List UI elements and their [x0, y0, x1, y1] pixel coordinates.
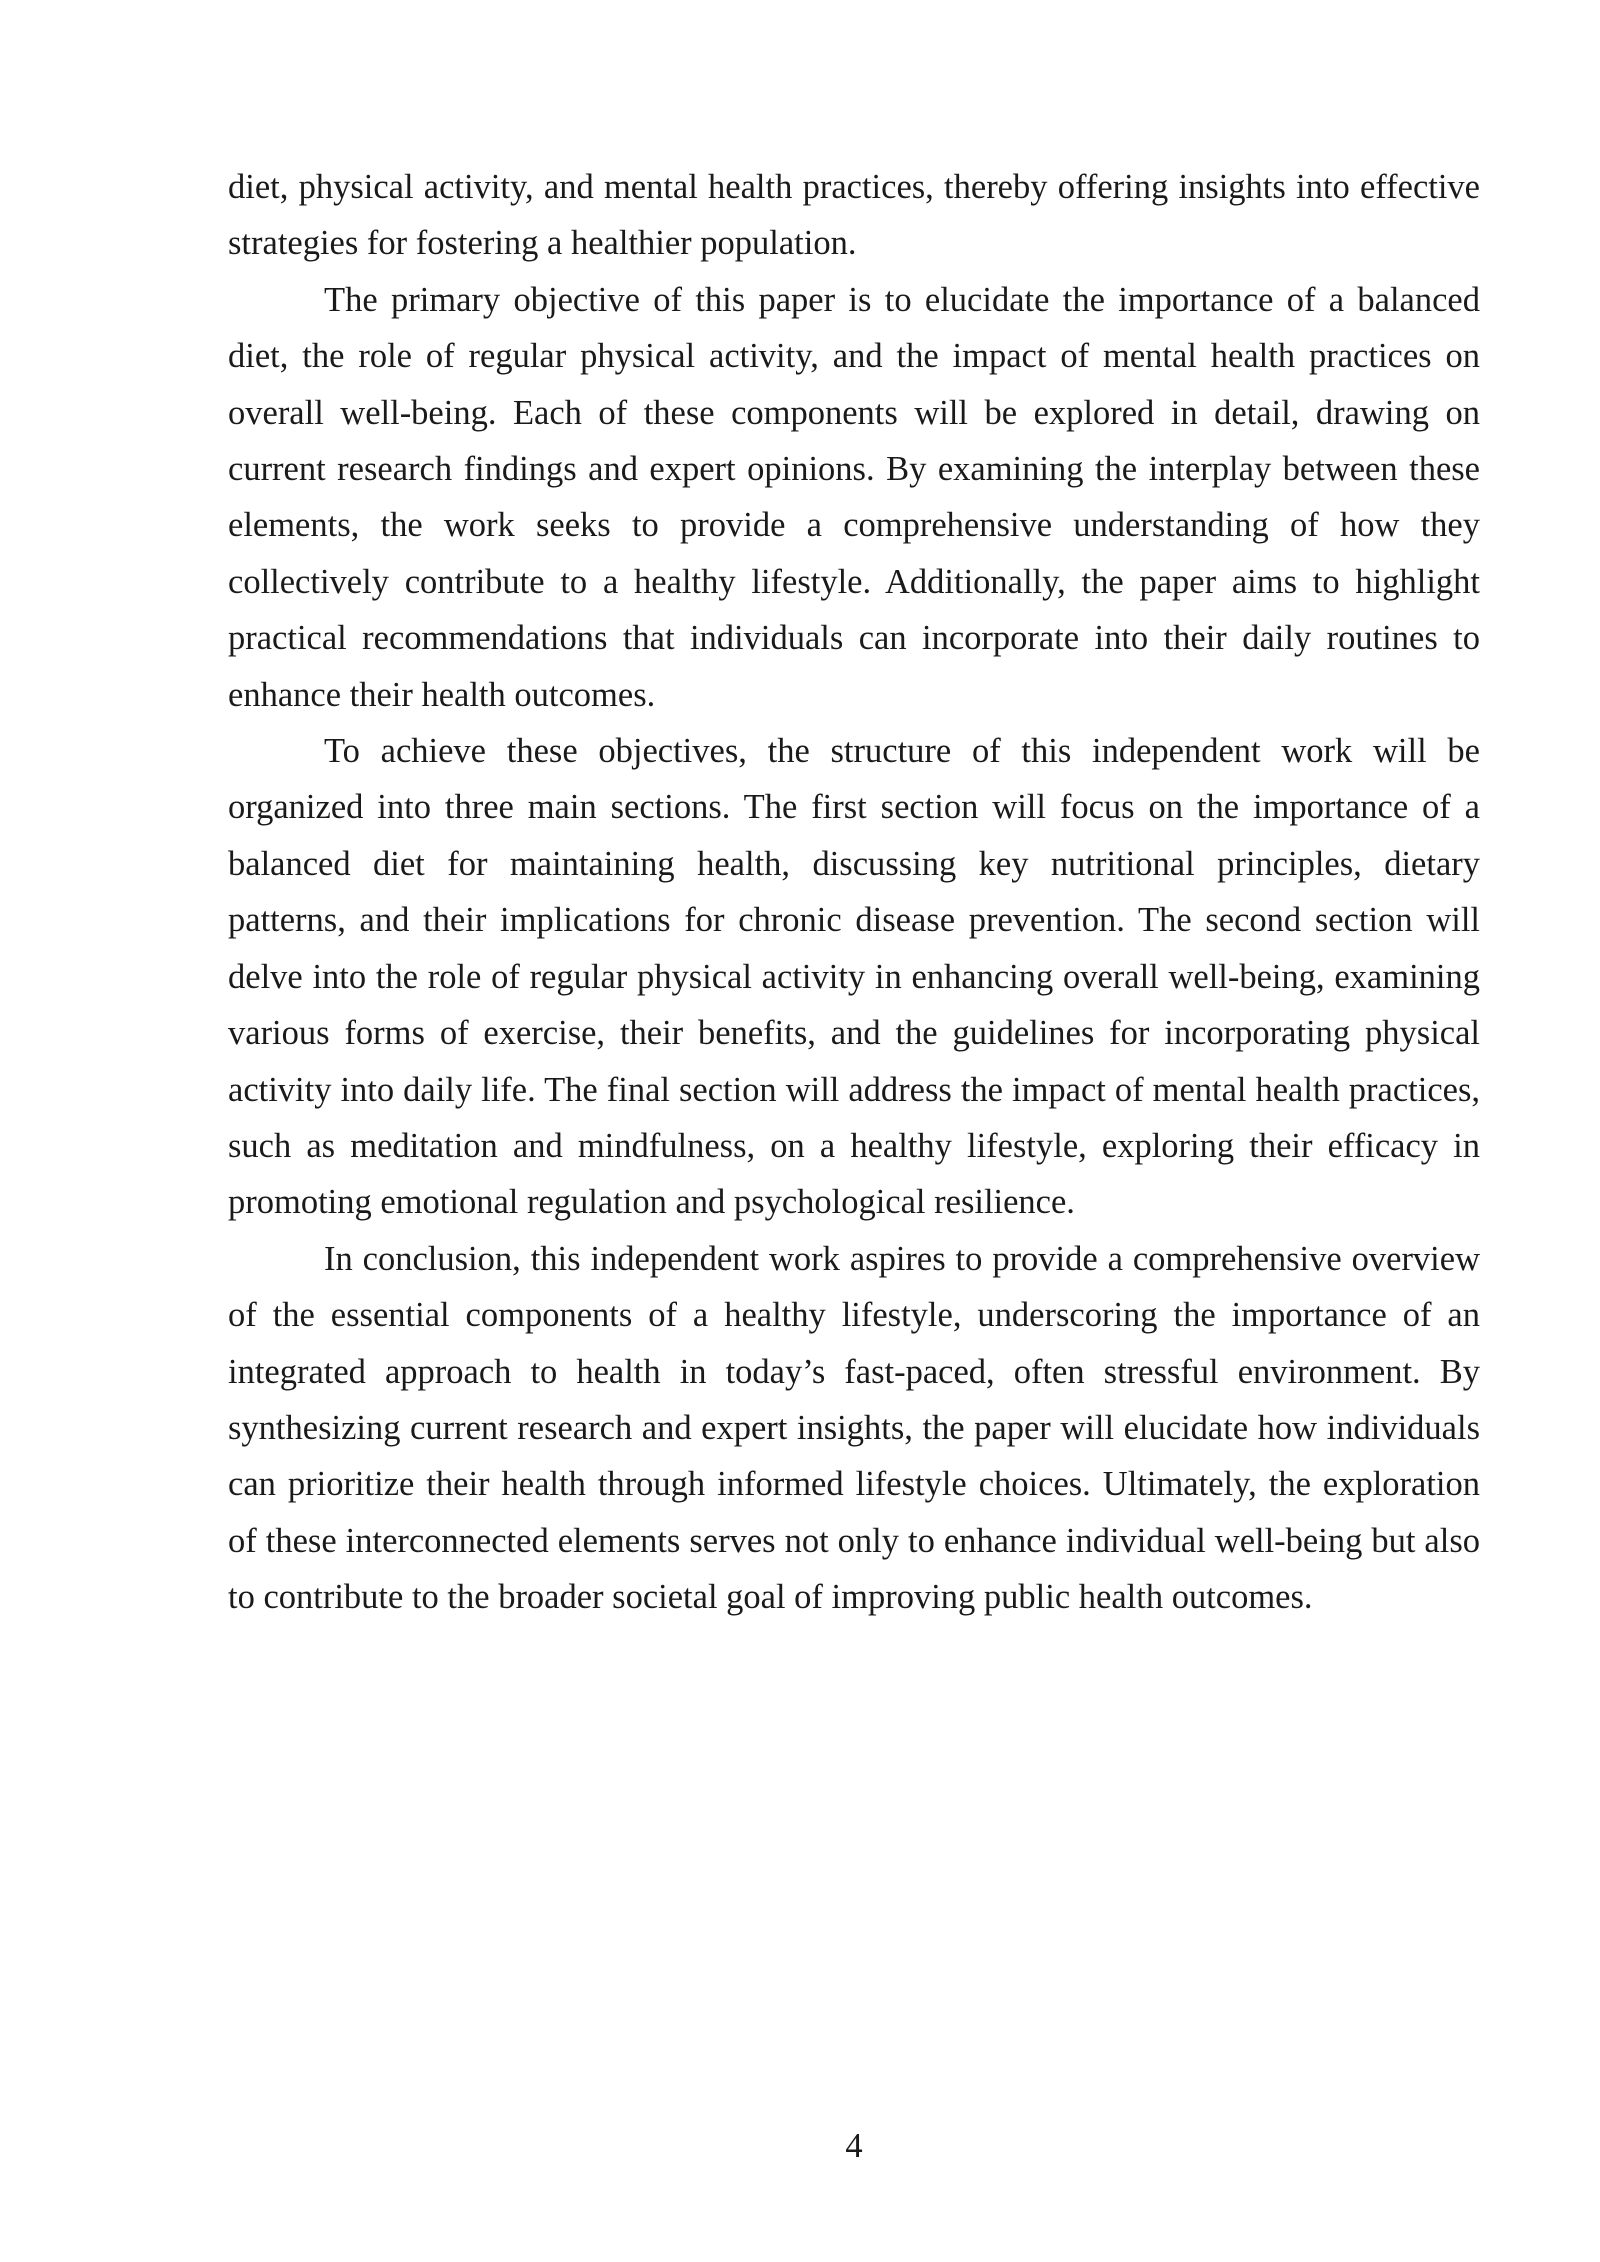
page-number: 4	[845, 2127, 863, 2165]
paragraph-continued: diet, physical activity, and mental health practices, thereby offering insights into effective strategies for fostering a healthier population.	[228, 168, 1480, 263]
paragraph-conclusion: In conclusion, this independent work aspires to provide a comprehensive overview of the essential components of a healthy lifestyle, underscoring the importance of an integrated approach to health in today’s fast-paced, often stressful environment. By synthesizing current research and expert insights, the paper will elucidate how individuals can prioritize their health through informed lifestyle choices. Ultimately, the exploration of these interconnected elements serves not only to enhance individual well-being but also to contribute to the broader societal goal of improving public health outcomes.	[228, 1239, 1480, 1617]
paragraph-structure: To achieve these objectives, the structure of this independent work will be organized into three main sections. The first section will focus on the importance of a balanced diet for maintaining health, discussing key nutritional principles, dietary patterns, and their implications for chronic disease prevention. The second section will delve into the role of regular physical activity in enhancing overall well-being, examining various forms of exercise, their benefits, and the guidelines for incorporating physical activity into daily life. The final section will address the impact of mental health practices, such as meditation and mindfulness, on a healthy lifestyle, exploring their efficacy in promoting emotional regulation and psychological resilience.	[228, 732, 1480, 1222]
paragraph-objective: The primary objective of this paper is to elucidate the importance of a balanced diet, the role of regular physical activity, and the impact of mental health practices on overall well-being. Each of these components will be explored in detail, drawing on current research findings and expert opinions. By examining the interplay between these elements, the work seeks to provide a comprehensive understanding of how they collectively contribute to a healthy lifestyle. Additionally, the paper aims to highlight practical recommendations that individuals can incorporate into their daily routines to enhance their health outcomes.	[228, 280, 1480, 714]
body-text	[228, 159, 1480, 1626]
